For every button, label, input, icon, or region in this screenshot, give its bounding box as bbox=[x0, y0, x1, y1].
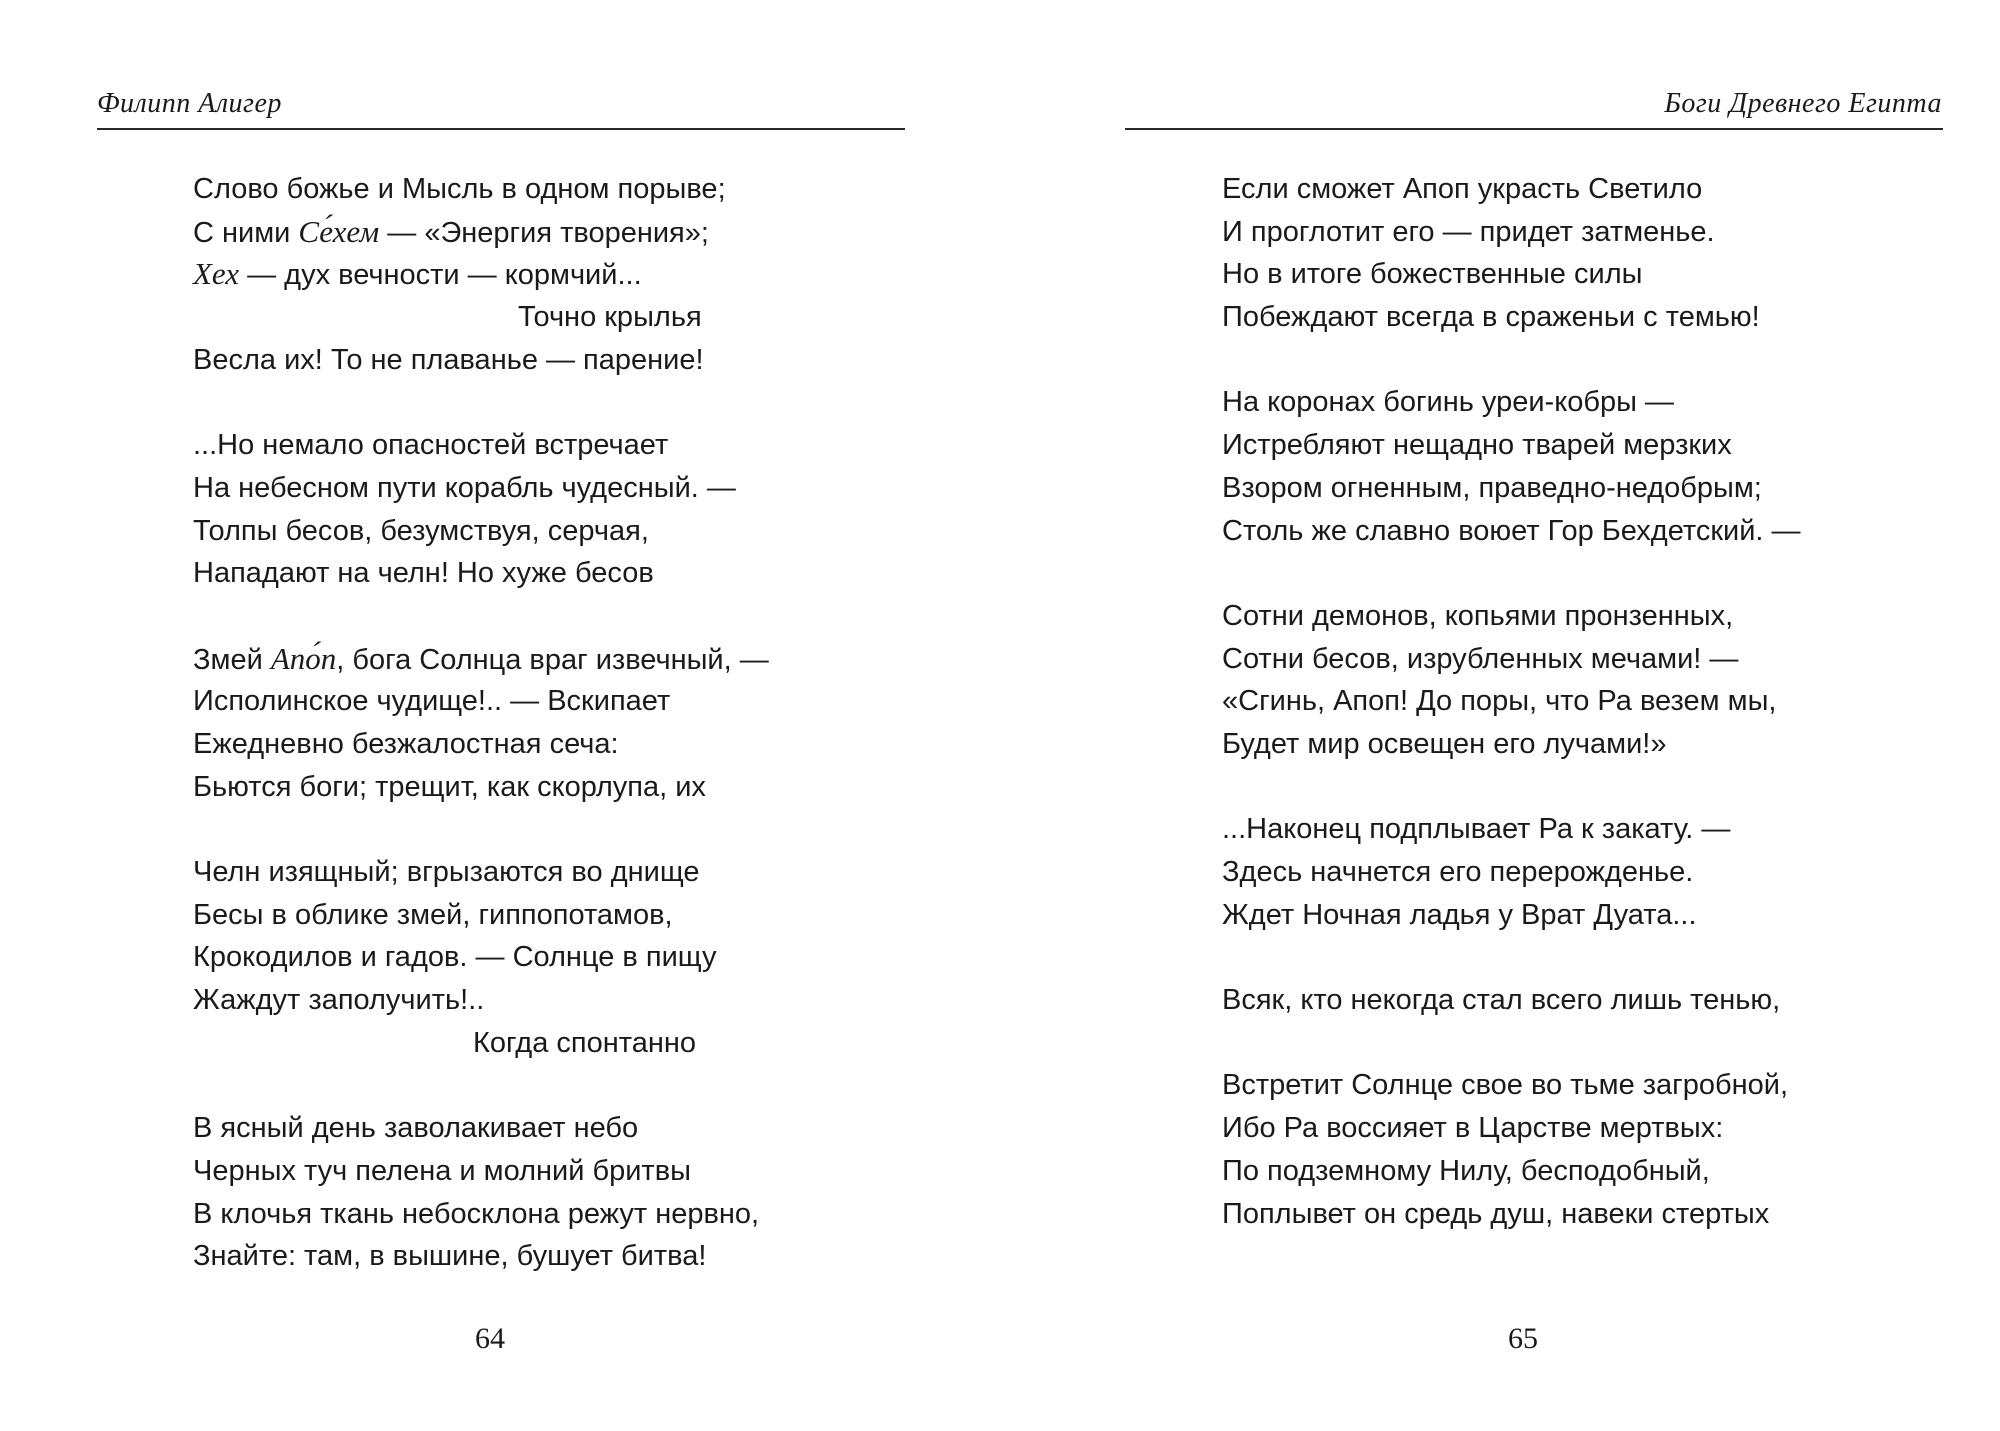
verse-line: Крокодилов и гадов. — Солнце в пищу bbox=[193, 941, 717, 974]
verse-line: Толпы бесов, безумствуя, серчая, bbox=[193, 514, 649, 547]
verse-line: Столь же славно воюет Гор Бехдетский. — bbox=[1222, 514, 1801, 547]
verse-line: Точно крылья bbox=[518, 301, 702, 334]
verse-line: «Сгинь, Апоп! До поры, что Ра везем мы, bbox=[1222, 685, 1777, 718]
verse-line: На небесном пути корабль чудесный. — bbox=[193, 471, 736, 504]
verse-line: Но в итоге божественные силы bbox=[1222, 258, 1643, 291]
stanza bbox=[1222, 381, 1801, 552]
header-rule bbox=[1125, 128, 1943, 130]
verse-line: Поплывет он средь душ, навеки стертых bbox=[1222, 1197, 1770, 1230]
verse-line: Бьются боги; трещит, как скорлупа, их bbox=[193, 770, 706, 803]
verse-line: Ждет Ночная ладья у Врат Дуата... bbox=[1222, 898, 1697, 931]
verse-line: Когда спонтанно bbox=[473, 1026, 696, 1059]
verse-line: Здесь начнется его перерожденье. bbox=[1222, 856, 1694, 888]
verse-line: Змей Апо́п, бога Солнца враг извечный, — bbox=[193, 640, 769, 676]
running-head-title: Боги Древнего Египта bbox=[1664, 88, 1942, 119]
verse-line: На коронах богинь уреи-кобры — bbox=[1222, 386, 1674, 419]
verse-line: Встретит Солнце свое во тьме загробной, bbox=[1222, 1069, 1789, 1102]
verse-line: Слово божье и Мысль в одном порыве; bbox=[193, 173, 726, 205]
stanza bbox=[193, 851, 769, 1064]
stanza bbox=[1222, 595, 1801, 766]
verse-line: Хех — дух вечности — кормчий... bbox=[193, 256, 642, 292]
verse-line: Жаждут заполучить!.. bbox=[193, 984, 485, 1017]
verse-line: Всяк, кто некогда стал всего лишь тенью, bbox=[1222, 984, 1781, 1017]
verse-line: Черных туч пелена и молний бритвы bbox=[193, 1154, 691, 1187]
verse-line: Челн изящный; вгрызаются во днище bbox=[193, 856, 700, 888]
stanza bbox=[1222, 168, 1801, 339]
header-rule bbox=[97, 128, 905, 130]
stanza bbox=[193, 168, 769, 381]
verse-line: Побеждают всегда в сраженьи с темью! bbox=[1222, 301, 1760, 334]
verse-line: Если сможет Апоп украсть Светило bbox=[1222, 173, 1703, 205]
page-number: 64 bbox=[475, 1322, 505, 1355]
verse-line: ...Наконец подплывает Ра к закату. — bbox=[1222, 813, 1731, 846]
verse-line: Сотни демонов, копьями пронзенных, bbox=[1222, 599, 1734, 632]
verse-line: ...Но немало опасностей встречает bbox=[193, 429, 669, 462]
verse-line: С ними Се́хем — «Энергия творения»; bbox=[193, 213, 709, 249]
stanza bbox=[1222, 1064, 1801, 1235]
verse-line: Бесы в облике змей, гиппопотамов, bbox=[193, 898, 673, 931]
verse-line: Ежедневно безжалостная сеча: bbox=[193, 727, 619, 760]
verse-line: Нападают на челн! Но хуже бесов bbox=[193, 557, 654, 590]
poem-text bbox=[1222, 168, 1801, 1235]
verse-line: Знайте: там, в вышине, бушует битва! bbox=[193, 1240, 707, 1273]
verse-line: Сотни бесов, изрубленных мечами! — bbox=[1222, 642, 1739, 675]
verse-line: Истребляют нещадно тварей мерзких bbox=[1222, 429, 1732, 462]
verse-line: По подземному Нилу, бесподобный, bbox=[1222, 1154, 1710, 1187]
verse-line: В клочья ткань небосклона режут нервно, bbox=[193, 1197, 760, 1230]
poem-text bbox=[193, 168, 769, 1278]
right-page bbox=[1000, 0, 2000, 1431]
verse-line: Весла их! То не плаванье — парение! bbox=[193, 343, 704, 376]
stanza bbox=[193, 638, 769, 809]
verse-line: Исполинское чудище!.. — Вскипает bbox=[193, 685, 671, 718]
stanza bbox=[1222, 808, 1801, 936]
verse-line: Будет мир освещен его лучами!» bbox=[1222, 727, 1667, 760]
verse-line: Ибо Ра воссияет в Царстве мертвых: bbox=[1222, 1112, 1724, 1145]
page-number: 65 bbox=[1508, 1322, 1538, 1355]
verse-line: Взором огненным, праведно-недобрым; bbox=[1222, 471, 1762, 504]
stanza bbox=[193, 1107, 769, 1278]
verse-line: В ясный день заволакивает небо bbox=[193, 1112, 639, 1145]
stanza bbox=[1222, 979, 1801, 1022]
verse-line: И проглотит его — придет затменье. bbox=[1222, 215, 1715, 248]
stanza bbox=[193, 424, 769, 595]
running-head-author: Филипп Алигер bbox=[97, 88, 282, 119]
